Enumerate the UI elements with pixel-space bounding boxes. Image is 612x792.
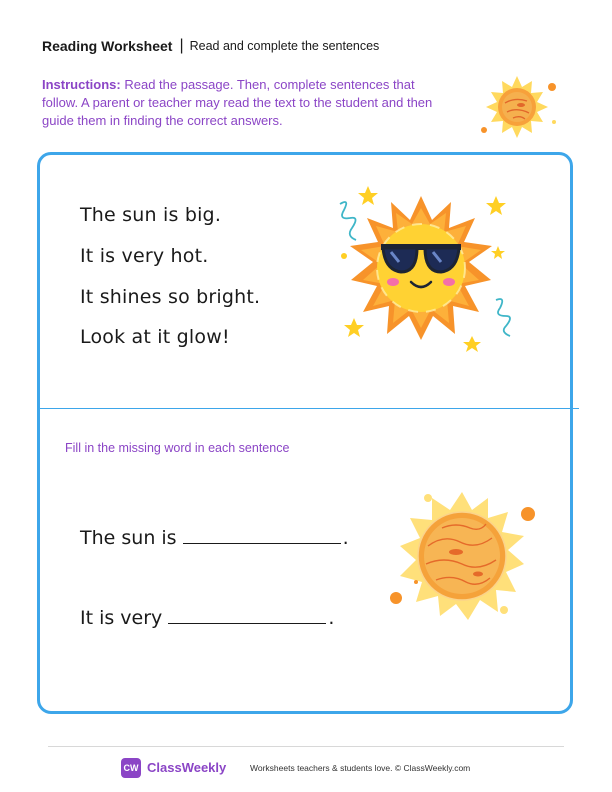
instructions-text bbox=[42, 76, 452, 130]
small-sun-icon bbox=[478, 72, 560, 142]
answer-blank[interactable] bbox=[168, 609, 326, 624]
sentence-text: It is very bbox=[80, 607, 163, 629]
task-prompt: Fill in the missing word in each sentence bbox=[65, 441, 290, 455]
instructions-label: Instructions: bbox=[42, 77, 121, 92]
passage-line: The sun is big. bbox=[80, 204, 222, 226]
footer-divider bbox=[48, 746, 564, 747]
cool-sun-with-sunglasses-icon bbox=[326, 182, 522, 358]
instructions-body: Read the passage. Then, complete sentences that follow. A parent or teacher may read the text to the student and then guide them in finding the correct answers. bbox=[42, 77, 433, 128]
answer-blank[interactable] bbox=[183, 529, 341, 544]
classweekly-logo-icon: CW bbox=[121, 758, 141, 778]
footer-tagline: Worksheets teachers & students love. © ClassWeekly.com bbox=[250, 763, 471, 773]
fill-sentence-2 bbox=[80, 607, 334, 629]
sentence-text: The sun is bbox=[80, 527, 177, 549]
worksheet-header bbox=[42, 38, 379, 54]
textured-sun-icon bbox=[382, 486, 542, 626]
card-divider bbox=[37, 408, 579, 409]
brand-name: ClassWeekly bbox=[147, 760, 227, 775]
worksheet-subtitle: Read and complete the sentences bbox=[189, 39, 380, 53]
header-separator: | bbox=[179, 37, 184, 54]
worksheet-title: Reading Worksheet bbox=[42, 38, 173, 54]
passage-line: Look at it glow! bbox=[80, 326, 230, 348]
passage-line: It is very hot. bbox=[80, 245, 209, 267]
passage-line: It shines so bright. bbox=[80, 286, 261, 308]
fill-sentence-1 bbox=[80, 527, 349, 549]
sentence-end: . bbox=[328, 607, 335, 629]
sentence-end: . bbox=[342, 527, 349, 549]
